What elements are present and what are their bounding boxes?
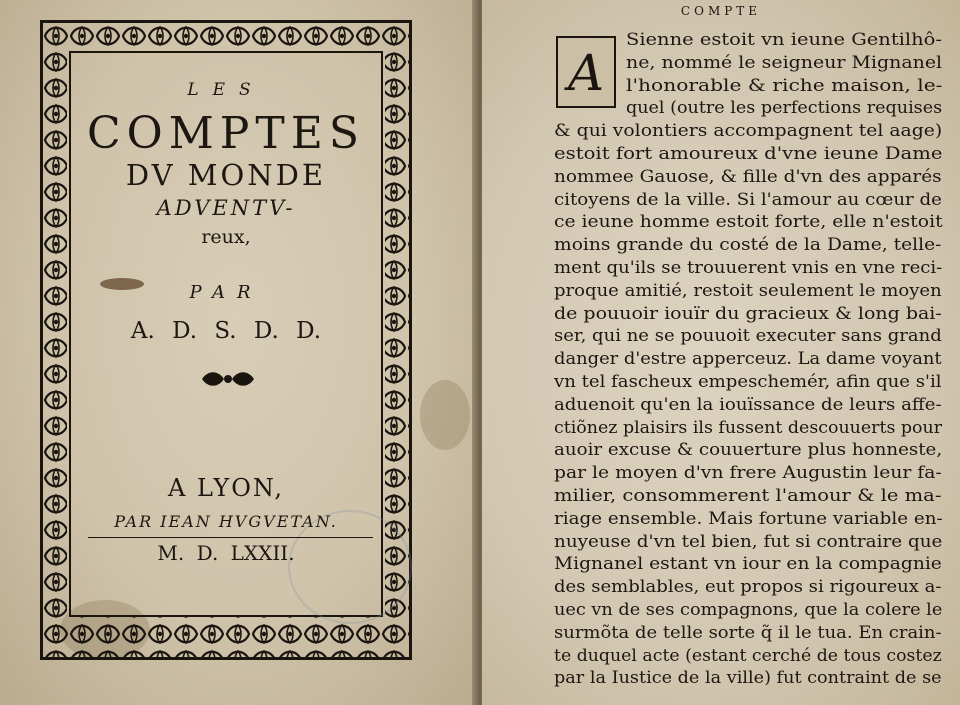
- text-line: & qui volontiers accompagnent tel aage): [554, 121, 943, 141]
- text-line: de pouuoir iouïr du gracieux & long bai-: [554, 303, 942, 323]
- text-line: Mignanel estant vn iour en la compagnie: [554, 554, 942, 574]
- text-line: nuyeuse d'vn tel bien, fut si contraire que: [554, 531, 943, 551]
- text-line: quel (outre les perfections requises: [626, 98, 943, 118]
- text-line: uec vn de ses compagnons, que la colere le: [554, 600, 943, 619]
- title-comptes: COMPTES: [86, 108, 365, 159]
- text-line: ctiõnez plaisirs ils fussent descouuerts pour: [554, 417, 943, 437]
- text-line: proque amitié, restoit seulement le moyen: [554, 280, 942, 300]
- text-line: nommee Gauose, & fille d'vn des apparés: [554, 166, 942, 186]
- text-line: ne, nommé le seigneur Mignanel: [626, 52, 943, 72]
- left-page: [0, 0, 478, 705]
- text-line: moins grande du costé de la Dame, telle-: [554, 235, 942, 255]
- text-line: estoit fort amoureux d'vne ieune Dame: [554, 144, 943, 163]
- text-line: par le moyen d'vn frere Augustin leur fa-: [554, 463, 942, 483]
- imprint-printer: PAR IEAN HVGVETAN.: [114, 512, 338, 531]
- text-line: riage ensemble. Mais fortune variable en-: [554, 508, 943, 528]
- text-line: auoir excuse & couuerture plus honneste,: [554, 440, 943, 460]
- title-les: LES: [187, 80, 265, 100]
- text-line: vn tel fascheux empeschemér, afin que s'il: [554, 372, 942, 391]
- text-line: ser, qui ne se pouuoit executer sans grand: [554, 326, 942, 346]
- imprint-rule: [88, 537, 373, 538]
- text-line: des semblables, eut propos si rigoureux a-: [554, 577, 942, 597]
- text-line: ce ieune homme estoit forte, elle n'estoit: [554, 212, 943, 232]
- foxing-stain: [420, 380, 470, 450]
- title-adventu: ADVENTV-: [156, 196, 296, 220]
- imprint-city: A LYON,: [168, 474, 284, 502]
- author-initials: A. D. S. D. D.: [130, 318, 322, 344]
- decorated-initial: [556, 36, 616, 108]
- text-line: surmõta de telle sorte q̃ il le tua. En crain-: [554, 622, 942, 642]
- title-reux: reux,: [201, 226, 251, 248]
- drop-cap-letter: A: [567, 44, 605, 102]
- text-line: danger d'estre apperceuz. La dame voyant: [554, 349, 942, 369]
- printer-ornament-icon: [198, 368, 258, 390]
- running-head: COMPTE: [680, 4, 762, 18]
- text-line: te duquel acte (estant cerché de tous costez: [554, 645, 942, 665]
- right-page: [482, 0, 960, 705]
- title-du-monde: DV MONDE: [125, 158, 327, 192]
- text-line: par la Iustice de la ville) fut contraint de se: [554, 668, 942, 688]
- title-par: PAR: [189, 282, 263, 303]
- text-line: milier, consommerent l'amour & le ma-: [554, 486, 942, 505]
- text-line: ment qu'ils se trouuerent vnis en vne reci-: [554, 258, 943, 277]
- text-line: citoyens de la ville. Si l'amour au cœur de: [554, 189, 942, 209]
- text-line: Sienne estoit vn ieune Gentilhô-: [626, 30, 942, 49]
- imprint-year: M. D. LXXII.: [157, 541, 295, 565]
- text-line: aduenoit qu'en la iouïssance de leurs affe-: [554, 394, 942, 414]
- text-line: l'honorable & riche maison, le-: [626, 75, 943, 95]
